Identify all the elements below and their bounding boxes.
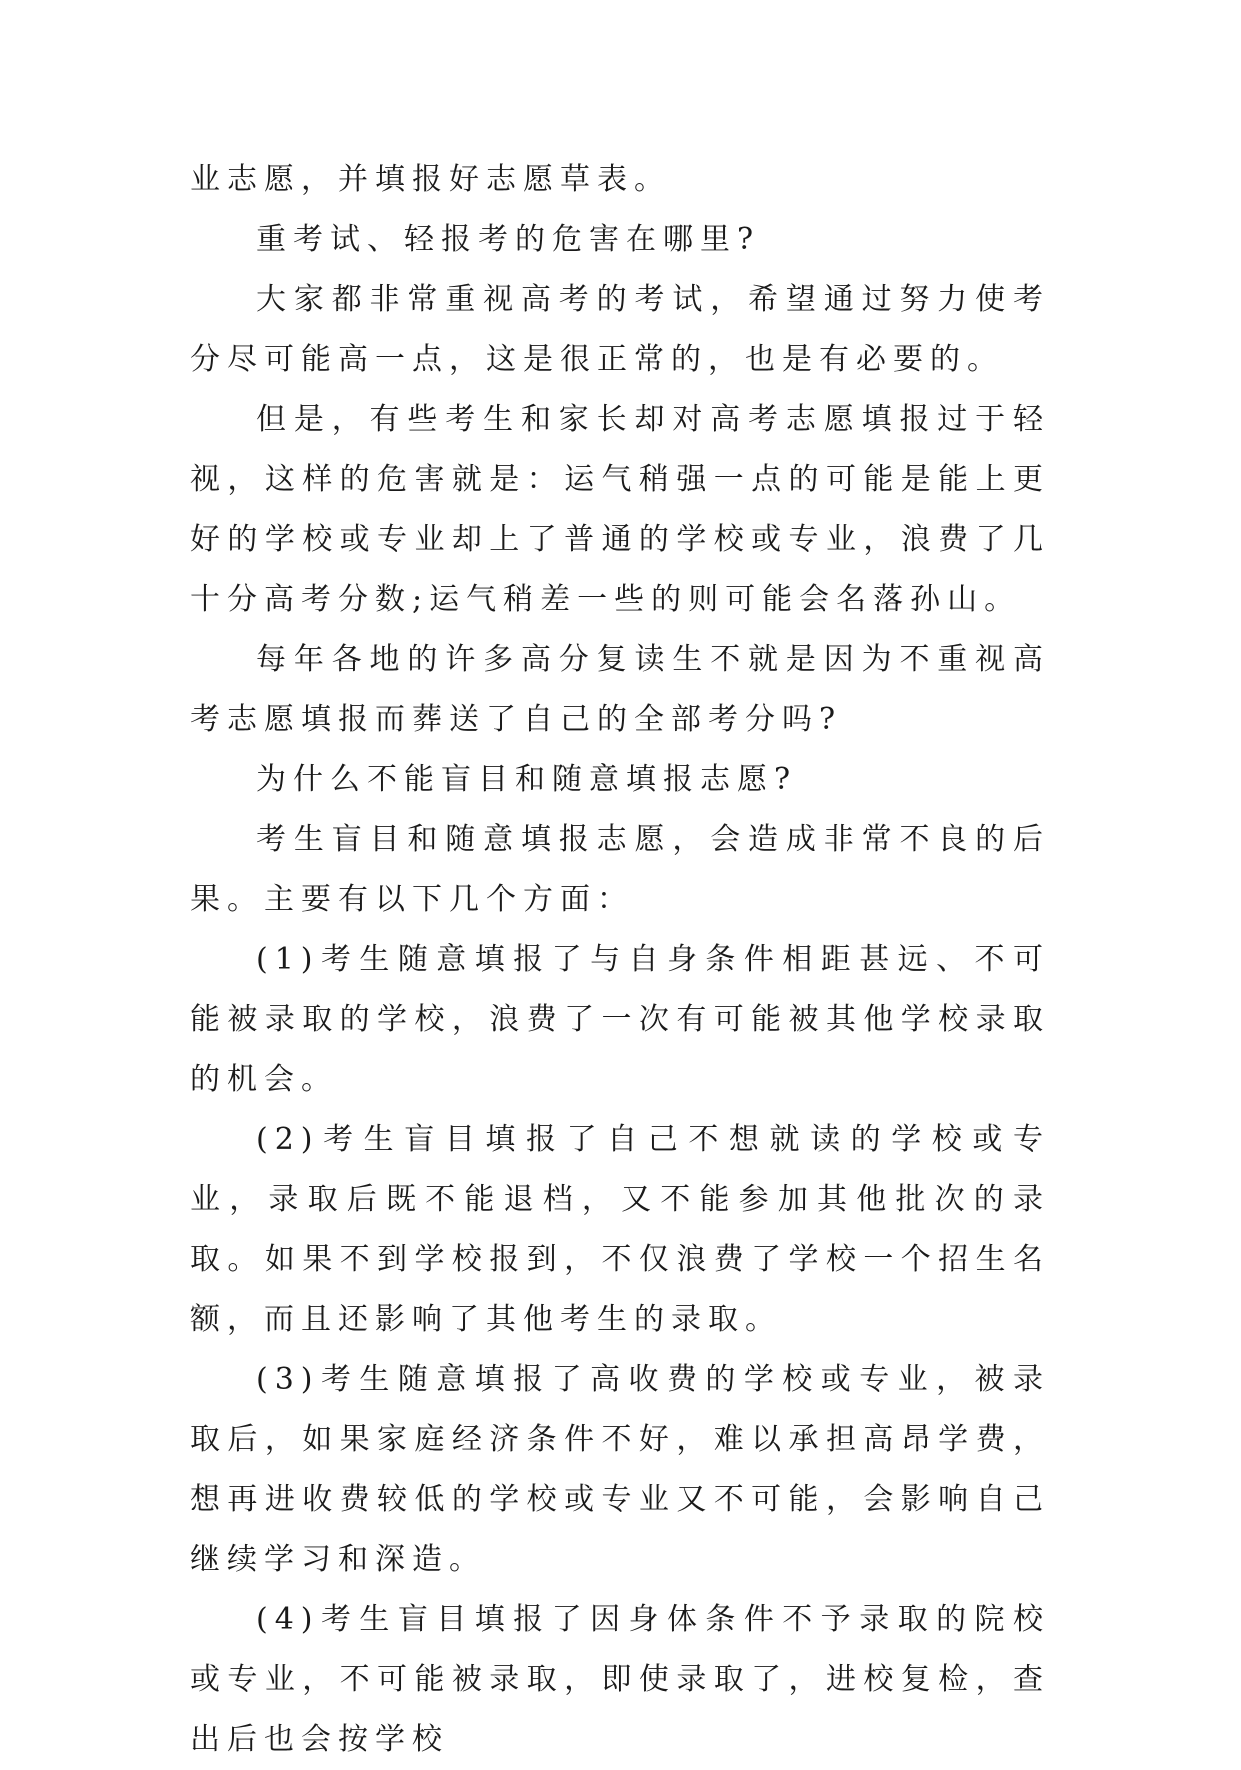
paragraph: (1)考生随意填报了与自身条件相距甚远、不可能被录取的学校，浪费了一次有可能被其他学校录取的机会。 [190, 942, 1050, 1097]
paragraph: 但是，有些考生和家长却对高考志愿填报过于轻视，这样的危害就是：运气稍强一点的可能是能上更好的学校或专业却上了普通的学校或专业，浪费了几十分高考分数;运气稍差一些的则可能会名落孙山。 [190, 402, 1050, 617]
paragraph: 每年各地的许多高分复读生不就是因为不重视高考志愿填报而葬送了自己的全部考分吗? [190, 642, 1050, 737]
paragraph: 为什么不能盲目和随意填报志愿? [256, 762, 798, 797]
paragraph: 大家都非常重视高考的考试，希望通过努力使考分尽可能高一点，这是很正常的，也是有必要的。 [190, 282, 1050, 377]
paragraph: (2)考生盲目填报了自己不想就读的学校或专业，录取后既不能退档，又不能参加其他批次的录取。如果不到学校报到，不仅浪费了学校一个招生名额，而且还影响了其他考生的录取。 [190, 1122, 1050, 1337]
paragraph: (3)考生随意填报了高收费的学校或专业，被录取后，如果家庭经济条件不好，难以承担高昂学费，想再进收费较低的学校或专业又不可能，会影响自己继续学习和深造。 [190, 1362, 1050, 1577]
paragraph: 重考试、轻报考的危害在哪里? [256, 222, 761, 257]
document-page [190, 150, 1050, 1770]
paragraph: 业志愿，并填报好志愿草表。 [190, 162, 671, 197]
paragraph: 考生盲目和随意填报志愿，会造成非常不良的后果。主要有以下几个方面： [190, 822, 1050, 917]
paragraph: (4)考生盲目填报了因身体条件不予录取的院校或专业，不可能被录取，即使录取了，进校复检，查出后也会按学校 [190, 1602, 1050, 1757]
